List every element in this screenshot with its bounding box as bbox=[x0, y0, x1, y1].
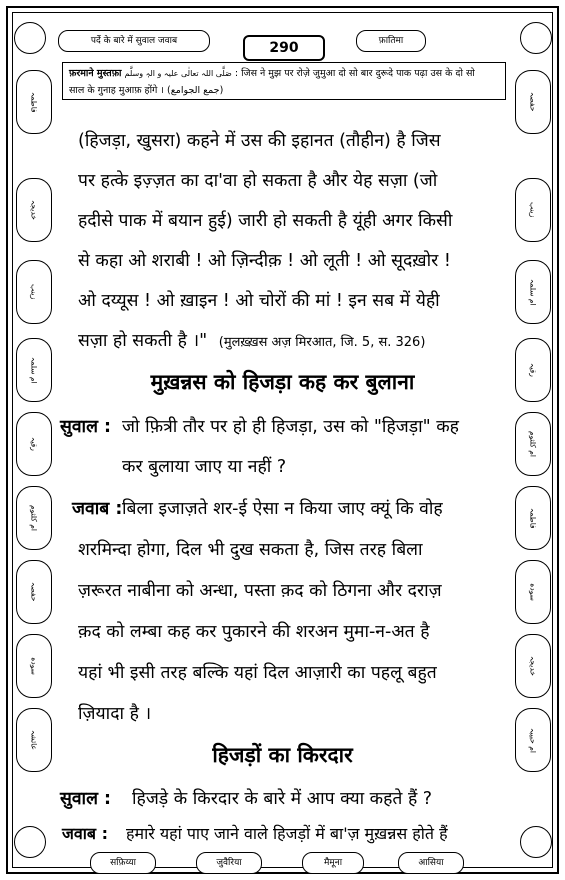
footer-name-1: सफ़िय्या bbox=[90, 852, 156, 874]
side-name-right-3: ام سلمہ bbox=[515, 260, 551, 324]
page-number: 290 bbox=[243, 35, 325, 61]
body-line-text: सज़ा हो सकती है ।" bbox=[78, 331, 208, 351]
question-label: सुवाल : bbox=[60, 417, 112, 437]
footer-name-4: आसिया bbox=[398, 852, 464, 874]
side-name-left-8: سودہ bbox=[16, 634, 52, 698]
footer-name-3: मैमूना bbox=[302, 852, 364, 874]
answer-line: यहां भी इसी तरह बल्कि यहां दिल आज़ारी का पहलू बहुत bbox=[78, 663, 437, 683]
book-title: पर्दे के बारे में सुवाल जवाब bbox=[58, 30, 210, 52]
side-name-right-9: ام حبیبہ bbox=[515, 708, 551, 772]
answer-line: ज़ियादा है । bbox=[78, 704, 152, 724]
corner-ornament-top-right bbox=[520, 22, 552, 54]
side-name-left-9: عائشہ bbox=[16, 708, 52, 772]
footer-name-2: जुवैरिया bbox=[196, 852, 262, 874]
side-name-left-2: خدیجہ bbox=[16, 178, 52, 242]
question-line-2: हिजड़े के किरदार के बारे में आप क्या कहते हैं ? bbox=[132, 789, 433, 809]
notice-text: : जिस ने मुझ पर रोज़े जुमुआ दो सो बार दुरूदे पाक पढ़ा उस के दो सो bbox=[234, 68, 475, 79]
answer-label-2: जवाब : bbox=[62, 824, 109, 843]
reference: (मुलख़्ख़स अज़ मिरआत, जि. 5, स. 326) bbox=[218, 335, 426, 350]
side-name-left-3: زینب bbox=[16, 260, 52, 324]
answer-line: ज़रूरत नाबीना को अन्धा, पस्ता क़द को ठिगना और दराज़ bbox=[78, 581, 442, 601]
header-name-right: फ़ातिमा bbox=[356, 30, 426, 52]
corner-ornament-top-left bbox=[14, 22, 46, 54]
answer-label: जवाब : bbox=[72, 499, 123, 519]
side-name-left-4: ام سلمہ bbox=[16, 338, 52, 402]
answer-line-2: हमारे यहां पाए जाने वाले हिजड़ों में बा'ज़ मुख़न्नस होते हैं bbox=[126, 824, 448, 843]
section-heading-1: मुख़न्नस को हिजड़ा कह कर बुलाना bbox=[150, 370, 415, 394]
side-name-left-6: ام كلثوم bbox=[16, 486, 52, 550]
body-line: ओ दय्यूस ! ओ ख़ाइन ! ओ चोरों की मां ! इन सब में येही bbox=[78, 291, 440, 311]
body-line: पर हत्के इज़्ज़त का दा'वा हो सकता है और येह सज़ा (जो bbox=[78, 171, 438, 191]
body-line: से कहा ओ शराबी ! ओ ज़िन्दीक़ ! ओ लूती ! ओ सूदख़ोर ! bbox=[78, 251, 451, 271]
question-label-2: सुवाल : bbox=[60, 789, 112, 809]
side-name-right-1: حفصہ bbox=[515, 70, 551, 134]
notice-arabic: صَلَّی اللہ تعالٰی علیہ و الہٖ وسلَّم bbox=[124, 69, 232, 78]
side-name-right-6: فاطمہ bbox=[515, 486, 551, 550]
side-name-right-4: رقیہ bbox=[515, 338, 551, 402]
corner-ornament-bottom-left bbox=[14, 826, 46, 858]
side-name-right-7: سودہ bbox=[515, 560, 551, 624]
question-line: कर बुलाया जाए या नहीं ? bbox=[122, 457, 287, 477]
side-name-left-1: فاطمہ bbox=[16, 70, 52, 134]
notice-text-2: साल के गुनाह मुआफ़ होंगे । (جمع الجوامع) bbox=[69, 85, 224, 96]
body-line: हदीसे पाक में बयान हुई) जारी हो सकती है यूंही अगर किसी bbox=[78, 211, 453, 231]
side-name-right-5: ام كلثوم bbox=[515, 412, 551, 476]
body-line: (हिजड़ा, खुसरा) कहने में उस की इहानत (तौहीन) है जिस bbox=[78, 131, 441, 151]
side-name-right-2: زینب bbox=[515, 178, 551, 242]
answer-line: बिला इजाज़ते शर-ई ऐसा न किया जाए क्यूं कि वोह bbox=[122, 499, 443, 519]
side-name-right-8: خدیجہ bbox=[515, 634, 551, 698]
hadith-notice bbox=[62, 62, 506, 100]
answer-line: शरमिन्दा होगा, दिल भी दुख सकता है, जिस तरह बिला bbox=[78, 540, 423, 560]
side-name-left-7: حفصہ bbox=[16, 560, 52, 624]
corner-ornament-bottom-right bbox=[520, 826, 552, 858]
answer-line: क़द को लम्बा कह कर पुकारने की शरअन मुमा-न-अत है bbox=[78, 622, 430, 642]
question-line: जो फ़ित्री तौर पर हो ही हिजड़ा, उस को "हिजड़ा" कह bbox=[122, 417, 459, 437]
side-name-left-5: رقیہ bbox=[16, 412, 52, 476]
notice-label: फ़रमाने मुस्तफ़ा bbox=[69, 68, 122, 79]
section-heading-2: हिजड़ों का किरदार bbox=[212, 743, 353, 767]
body-line-last bbox=[78, 328, 425, 352]
